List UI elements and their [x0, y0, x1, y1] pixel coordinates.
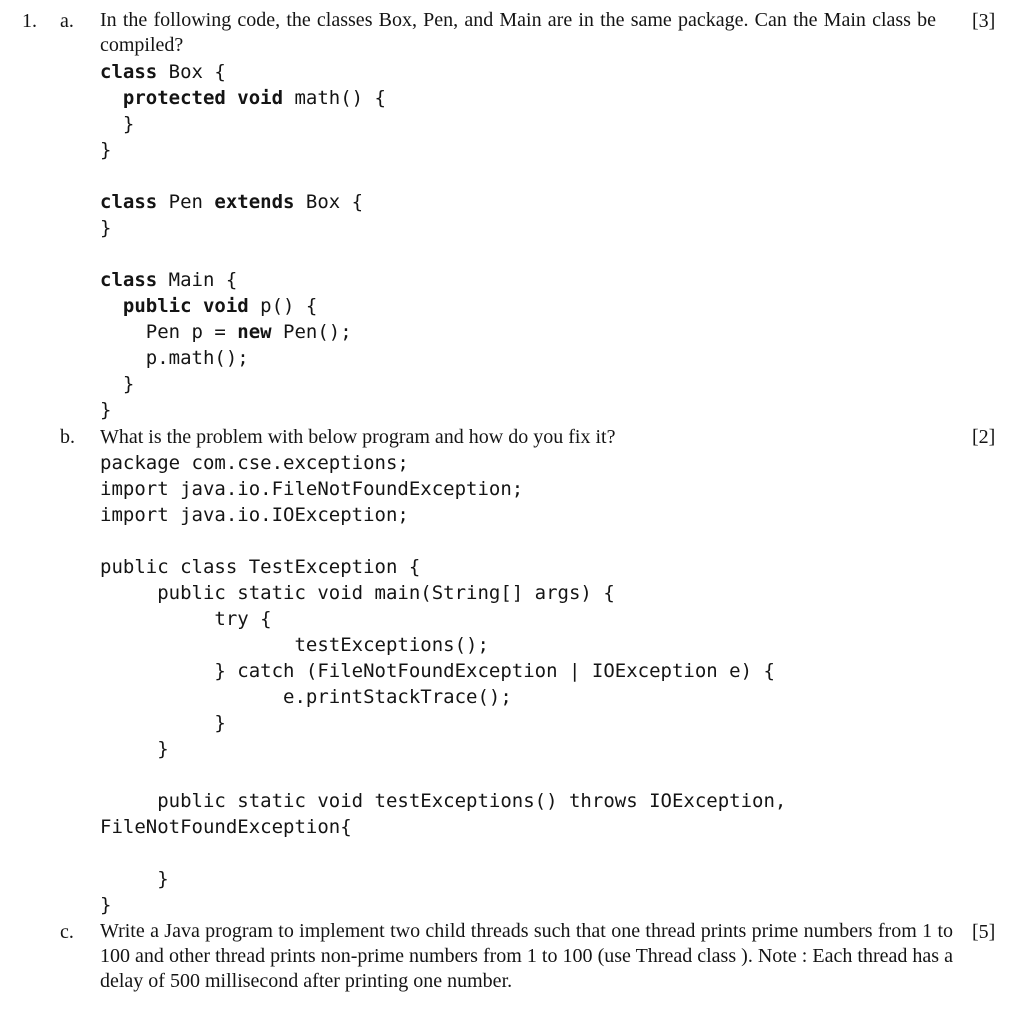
- code-text: [100, 295, 123, 317]
- code-line: try {: [100, 608, 272, 630]
- code-text: p.math();: [100, 347, 249, 369]
- code-text: }: [100, 373, 135, 395]
- code-line: [100, 345, 386, 371]
- code-keyword: class: [100, 61, 158, 83]
- code-keyword: extends: [214, 191, 295, 213]
- part-c-marks: [5]: [972, 921, 996, 943]
- code-text: }: [100, 139, 112, 161]
- code-text: }: [100, 217, 112, 239]
- code-text: Box {: [157, 61, 226, 83]
- code-keyword: public void: [122, 295, 249, 317]
- code-line: [100, 59, 386, 85]
- part-a-label: a.: [60, 10, 74, 32]
- code-line: [100, 85, 386, 111]
- code-line: public class TestException {: [100, 556, 421, 578]
- code-text: }: [100, 399, 112, 421]
- code-keyword: protected void: [122, 87, 284, 109]
- code-keyword: class: [100, 269, 158, 291]
- code-line: import java.io.IOException;: [100, 504, 409, 526]
- part-a-marks: [3]: [972, 10, 996, 32]
- code-text: [100, 87, 123, 109]
- code-text: Pen p =: [100, 321, 238, 343]
- part-c-label: c.: [60, 921, 74, 943]
- code-text: Pen();: [271, 321, 352, 343]
- code-line: [100, 163, 386, 189]
- part-c-question: Write a Java program to implement two child threads such that one thread prints prime numbers from 1 to 100 and other thread prints non-prime numbers from 1 to 100 (use Thread class ). Note : Each thread has a delay of 500 millisecond after printing one number.: [100, 920, 953, 992]
- code-line: [100, 137, 386, 163]
- code-line: }: [100, 868, 169, 890]
- question-number: 1.: [22, 10, 37, 32]
- part-b-marks: [2]: [972, 426, 996, 448]
- code-line: }: [100, 712, 226, 734]
- part-a-code: [100, 59, 386, 423]
- code-text: }: [100, 113, 135, 135]
- code-line: import java.io.FileNotFoundException;: [100, 478, 524, 500]
- code-line: [100, 319, 386, 345]
- part-a-question: In the following code, the classes Box, Pen, and Main are in the same package. Can the Main class be compiled?: [100, 9, 936, 56]
- part-b-code: [100, 450, 786, 918]
- code-line: FileNotFoundException{: [100, 816, 352, 838]
- code-text: Box {: [294, 191, 364, 213]
- code-keyword: new: [237, 321, 272, 343]
- code-line: [100, 189, 386, 215]
- code-line: [100, 241, 386, 267]
- part-b-question: What is the problem with below program and how do you fix it?: [100, 426, 616, 448]
- code-line: [100, 762, 786, 788]
- part-b-label: b.: [60, 426, 75, 448]
- code-line: [100, 111, 386, 137]
- code-line: [100, 397, 386, 423]
- code-line: [100, 528, 786, 554]
- code-line: public static void main(String[] args) {: [100, 582, 615, 604]
- code-line: testExceptions();: [100, 634, 489, 656]
- code-line: }: [100, 738, 169, 760]
- code-line: [100, 371, 386, 397]
- code-line: e.printStackTrace();: [100, 686, 512, 708]
- code-keyword: class: [100, 191, 158, 213]
- code-text: Pen: [157, 191, 215, 213]
- code-line: package com.cse.exceptions;: [100, 452, 409, 474]
- code-text: math() {: [283, 87, 386, 109]
- code-line: } catch (FileNotFoundException | IOException e) {: [100, 660, 775, 682]
- code-line: [100, 293, 386, 319]
- code-text: p() {: [248, 295, 318, 317]
- code-line: public static void testExceptions() throws IOException,: [100, 790, 787, 812]
- code-line: [100, 267, 386, 293]
- code-line: }: [100, 894, 112, 916]
- code-line: [100, 840, 786, 866]
- code-text: Main {: [157, 269, 238, 291]
- code-line: [100, 215, 386, 241]
